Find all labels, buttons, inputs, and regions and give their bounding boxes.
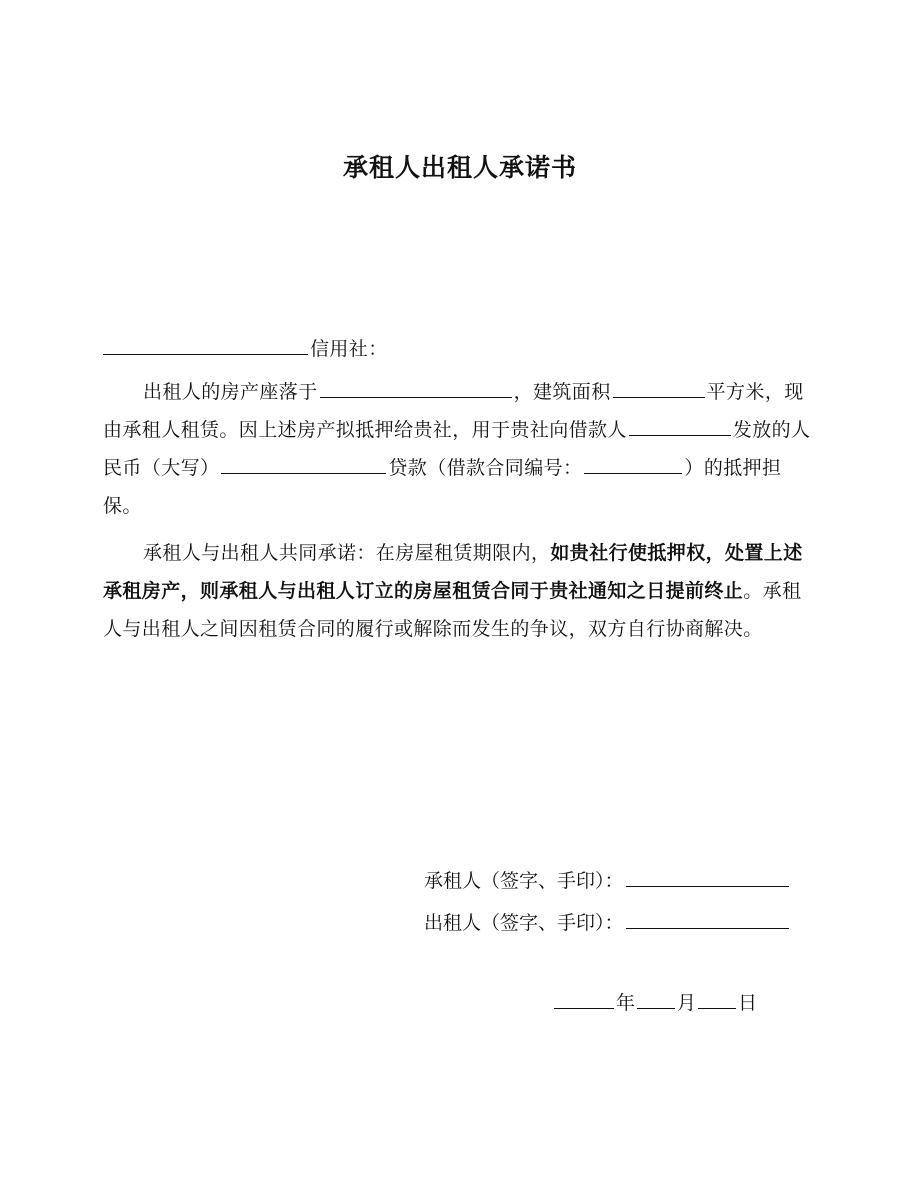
lessee-signature-blank[interactable] bbox=[626, 866, 789, 887]
month-label: 月 bbox=[677, 992, 697, 1014]
addressee-suffix: 信用社： bbox=[310, 338, 388, 360]
lessor-signature-label: 出租人（签字、手印）： bbox=[424, 912, 624, 934]
borrower-name-blank[interactable] bbox=[629, 415, 731, 436]
addressee-line bbox=[103, 330, 818, 368]
document-title: 承租人出租人承诺书 bbox=[342, 153, 577, 182]
lessee-signature-label: 承租人（签字、手印）： bbox=[424, 870, 624, 892]
lessor-signature-blank[interactable] bbox=[626, 908, 789, 929]
contract-number-blank[interactable] bbox=[584, 453, 682, 474]
para2-text-1: 承租人与出租人共同承诺：在房屋租赁期限内， bbox=[143, 542, 551, 564]
floor-area-blank[interactable] bbox=[613, 377, 705, 398]
day-label: 日 bbox=[738, 992, 758, 1014]
para1-text-5: 贷款（借款合同编号： bbox=[388, 457, 583, 479]
year-blank[interactable] bbox=[554, 988, 614, 1009]
lessor-signature-row bbox=[424, 908, 824, 938]
para1-text-3: 平方米，现由承租人租赁。因上述房产拟抵押给贵社，用于贵社向借款人 bbox=[103, 381, 804, 441]
para1-text-2: ，建筑面积 bbox=[513, 381, 611, 403]
lessee-signature-row bbox=[424, 866, 824, 896]
para1-text-4: 发放的人民币（大写） bbox=[103, 419, 811, 479]
para2-text-2: 。承租人与出租人之间因租赁合同的履行或解除而发生的争议，双方自行协商解决。 bbox=[103, 580, 802, 640]
paragraph-property bbox=[103, 373, 818, 525]
day-blank[interactable] bbox=[698, 988, 736, 1009]
loan-amount-blank[interactable] bbox=[221, 453, 386, 474]
month-blank[interactable] bbox=[637, 988, 675, 1009]
date-row bbox=[554, 988, 757, 1018]
para1-text-1: 出租人的房产座落于 bbox=[143, 381, 318, 403]
property-location-blank[interactable] bbox=[320, 377, 512, 398]
para2-bold-clause: 如贵社行使抵押权，处置上述承租房产，则承租人与出租人订立的房屋租赁合同于贵社通知之日提前终止 bbox=[103, 542, 803, 602]
para1-text-6: ）的抵押担保。 bbox=[103, 457, 782, 517]
year-label: 年 bbox=[616, 992, 636, 1014]
paragraph-commitment bbox=[103, 534, 818, 648]
credit-union-name-blank[interactable] bbox=[103, 334, 308, 355]
